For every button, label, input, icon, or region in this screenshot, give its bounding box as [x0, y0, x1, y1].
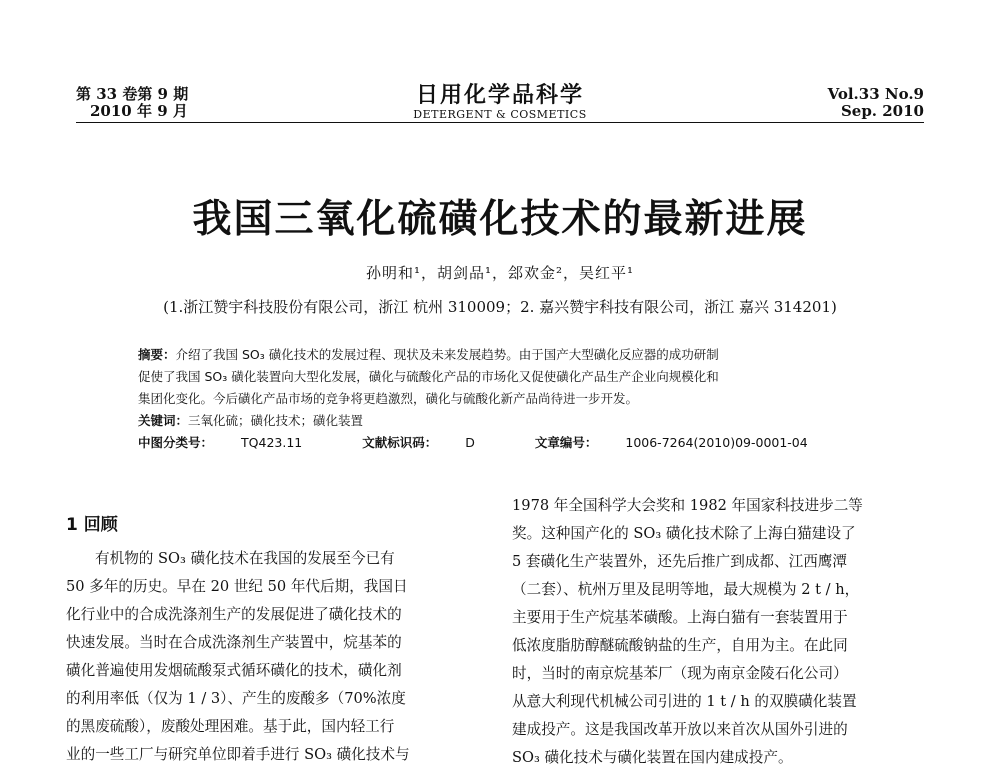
issue-info [76, 86, 188, 120]
abstract-label: 摘要： [138, 347, 176, 362]
keywords-label: 关键词： [138, 413, 189, 428]
doc-code-label: 文献标识码： [362, 435, 438, 450]
body-line: 有机物的 SO₃ 磺化技术在我国的发展至今已有 [95, 550, 395, 567]
body-column-left [66, 545, 486, 769]
abstract-line-1 [138, 344, 878, 366]
body-line: （二套）、杭州万里及昆明等地，最大规模为 2 t / h， [512, 581, 860, 598]
header-rule [76, 122, 924, 123]
journal-name [360, 82, 640, 121]
body-line: 低浓度脂肪醇醚硫酸钠盐的生产，自用为主。在此同 [512, 637, 848, 654]
article-number: 1006-7264(2010)09-0001-04 [625, 435, 808, 450]
body-line: 的黑废硫酸），废酸处理困难。基于此，国内轻工行 [66, 718, 395, 735]
body-line: 时，当时的南京烷基苯厂（现为南京金陵石化公司） [512, 665, 848, 682]
section-heading: 1 回顾 [66, 515, 118, 535]
volume-issue: 第 33 卷第 9 期 [76, 85, 189, 103]
body-line: 的利用率低（仅为 1 / 3）、产生的废酸多（70%浓度 [66, 690, 406, 707]
volume-info-en [828, 86, 924, 120]
body-line: 从意大利现代机械公司引进的 1 t / h 的双膜磺化装置 [512, 693, 857, 710]
clc-label: 中图分类号： [138, 435, 214, 450]
body-line: 快速发展。当时在合成洗涤剂生产装置中，烷基苯的 [66, 634, 402, 651]
body-line: 建成投产。这是我国改革开放以来首次从国外引进的 [512, 721, 848, 738]
body-column-right [512, 492, 932, 772]
body-line: 5 套磺化生产装置外，还先后推广到成都、江西鹰潭 [512, 553, 847, 570]
journal-title-zh: 日用化学品科学 [415, 82, 584, 108]
body-line: 1978 年全国科学大会奖和 1982 年国家科技进步二等 [512, 497, 863, 514]
keywords: 三氧化硫；磺化技术；磺化装置 [188, 413, 364, 428]
body-line: 化行业中的合成洗涤剂生产的发展促进了磺化技术的 [66, 606, 402, 623]
body-line: SO₃ 磺化技术与磺化装置在国内建成投产。 [512, 749, 793, 766]
clc-number: TQ423.11 [241, 435, 303, 450]
keywords-line [138, 410, 878, 432]
body-line: 50 多年的历史。早在 20 世纪 50 年代后期，我国日 [66, 578, 408, 595]
author-list: 孙明和¹，胡剑品¹，郐欢金²，吴红平¹ [365, 264, 635, 282]
issue-date-en: Sep. 2010 [840, 102, 924, 120]
abstract-block [138, 344, 878, 454]
doc-code: D [465, 435, 475, 450]
paper-title: 我国三氧化硫磺化技术的最新进展 [192, 196, 808, 242]
affiliations: (1.浙江赞宇科技股份有限公司，浙江 杭州 310009；2. 嘉兴赞宇科技有限公司，浙江 嘉兴 314201) [163, 298, 837, 316]
body-line: 奖。这种国产化的 SO₃ 磺化技术除了上海白猫建设了 [512, 525, 856, 542]
abstract-text-3: 集团化变化。今后磺化产品市场的竞争将更趋激烈，磺化与硫酸化新产品尚待进一步开发。 [138, 391, 639, 406]
body-line: 主要用于生产烷基苯磺酸。上海白猫有一套装置用于 [512, 609, 848, 626]
classification-line [138, 432, 878, 454]
issue-date: 2010 年 9 月 [90, 102, 188, 120]
abstract-text-1: 介绍了我国 SO₃ 磺化技术的发展过程、现状及未来发展趋势。由于国产大型磺化反应器的成功研制 [175, 347, 719, 362]
abstract-text-2: 促使了我国 SO₃ 磺化装置向大型化发展，磺化与硫酸化产品的市场化又促使磺化产品生产企业向规模化和 [138, 369, 719, 384]
volume-number-en: Vol.33 No.9 [827, 85, 924, 103]
article-number-label: 文章编号： [534, 435, 598, 450]
body-line: 业的一些工厂与研究单位即着手进行 SO₃ 磺化技术与 [66, 746, 410, 763]
body-line: 磺化普遍使用发烟硫酸泵式循环磺化的技术，磺化剂 [66, 662, 402, 679]
journal-title-en: DETERGENT & COSMETICS [413, 108, 587, 121]
